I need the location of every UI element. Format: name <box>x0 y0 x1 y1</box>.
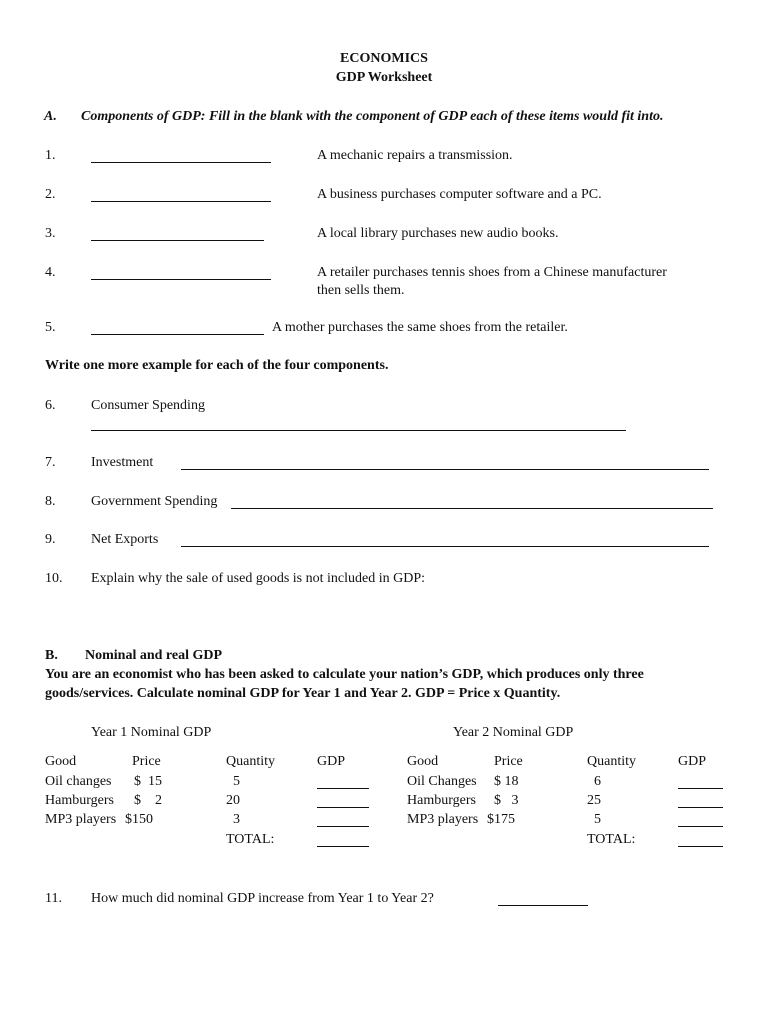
question-number: 11. <box>45 891 62 906</box>
section-a-letter: A. <box>44 109 57 124</box>
year1-heading: Year 1 Nominal GDP <box>91 725 212 740</box>
row-quantity: 5 <box>594 812 601 827</box>
section-a-instruction: Components of GDP: Fill in the blank with the component of GDP each of these items would fit into. <box>81 109 664 124</box>
row-price: $ 3 <box>494 793 519 808</box>
year2-heading: Year 2 Nominal GDP <box>453 725 574 740</box>
row-quantity: 25 <box>587 793 601 808</box>
col-price: Price <box>494 754 523 769</box>
item-number: 5. <box>45 320 56 335</box>
col-quantity: Quantity <box>587 754 636 769</box>
gdp-blank[interactable] <box>678 807 723 808</box>
answer-blank[interactable] <box>91 430 626 431</box>
worksheet-title: GDP Worksheet <box>335 70 433 85</box>
answer-blank[interactable] <box>498 905 588 906</box>
row-quantity: 3 <box>233 812 240 827</box>
col-quantity: Quantity <box>226 754 275 769</box>
item-text: A mother purchases the same shoes from the retailer. <box>272 320 568 335</box>
row-good: Hamburgers <box>45 793 114 808</box>
row-price: $175 <box>487 812 515 827</box>
component-number: 9. <box>45 532 56 547</box>
gdp-blank[interactable] <box>678 788 723 789</box>
answer-blank[interactable] <box>91 279 271 280</box>
component-number: 6. <box>45 398 56 413</box>
example-prompt: Write one more example for each of the four components. <box>45 358 389 373</box>
component-label: Consumer Spending <box>91 398 205 413</box>
gdp-blank[interactable] <box>317 826 369 827</box>
worksheet-subject: ECONOMICS <box>340 51 428 66</box>
gdp-blank[interactable] <box>317 807 369 808</box>
row-good: Oil Changes <box>407 774 477 789</box>
row-price: $ 18 <box>494 774 519 789</box>
total-blank[interactable] <box>317 846 369 847</box>
total-label: TOTAL: <box>226 832 275 847</box>
question-text: Explain why the sale of used goods is not included in GDP: <box>91 571 426 586</box>
component-label: Net Exports <box>91 532 159 547</box>
answer-blank[interactable] <box>91 240 264 241</box>
row-good: Oil changes <box>45 774 112 789</box>
section-b-title: Nominal and real GDP <box>85 648 223 663</box>
item-text: A local library purchases new audio books. <box>317 226 559 241</box>
component-number: 7. <box>45 455 56 470</box>
total-label: TOTAL: <box>587 832 636 847</box>
col-gdp: GDP <box>678 754 707 769</box>
row-price: $ 15 <box>134 774 162 789</box>
answer-blank[interactable] <box>181 546 709 547</box>
col-good: Good <box>45 754 77 769</box>
component-number: 8. <box>45 494 56 509</box>
item-number: 1. <box>45 148 56 163</box>
col-price: Price <box>132 754 161 769</box>
gdp-blank[interactable] <box>317 788 369 789</box>
item-number: 2. <box>45 187 56 202</box>
answer-blank[interactable] <box>91 334 264 335</box>
question-text: How much did nominal GDP increase from Year 1 to Year 2? <box>91 891 434 906</box>
col-gdp: GDP <box>317 754 346 769</box>
section-b-intro: You are an economist who has been asked to calculate your nation’s GDP, which produces only three <box>45 667 644 682</box>
answer-blank[interactable] <box>181 469 709 470</box>
row-good: MP3 players <box>45 812 117 827</box>
col-good: Good <box>407 754 439 769</box>
row-quantity: 5 <box>233 774 240 789</box>
item-number: 4. <box>45 265 56 280</box>
item-text: A mechanic repairs a transmission. <box>317 148 513 163</box>
row-quantity: 6 <box>594 774 601 789</box>
component-label: Government Spending <box>91 494 218 509</box>
total-blank[interactable] <box>678 846 723 847</box>
answer-blank[interactable] <box>231 508 713 509</box>
section-b-intro: goods/services. Calculate nominal GDP for Year 1 and Year 2. GDP = Price x Quantity. <box>45 686 561 701</box>
answer-blank[interactable] <box>91 162 271 163</box>
section-b-letter: B. <box>45 648 58 663</box>
row-quantity: 20 <box>226 793 240 808</box>
item-text: A retailer purchases tennis shoes from a Chinese manufacturer <box>317 265 667 280</box>
question-number: 10. <box>45 571 63 586</box>
item-number: 3. <box>45 226 56 241</box>
component-label: Investment <box>91 455 154 470</box>
row-good: Hamburgers <box>407 793 476 808</box>
row-price: $ 2 <box>134 793 162 808</box>
item-text-continued: then sells them. <box>317 283 405 298</box>
row-price: $150 <box>125 812 153 827</box>
gdp-blank[interactable] <box>678 826 723 827</box>
item-text: A business purchases computer software and a PC. <box>317 187 602 202</box>
row-good: MP3 players <box>407 812 479 827</box>
answer-blank[interactable] <box>91 201 271 202</box>
